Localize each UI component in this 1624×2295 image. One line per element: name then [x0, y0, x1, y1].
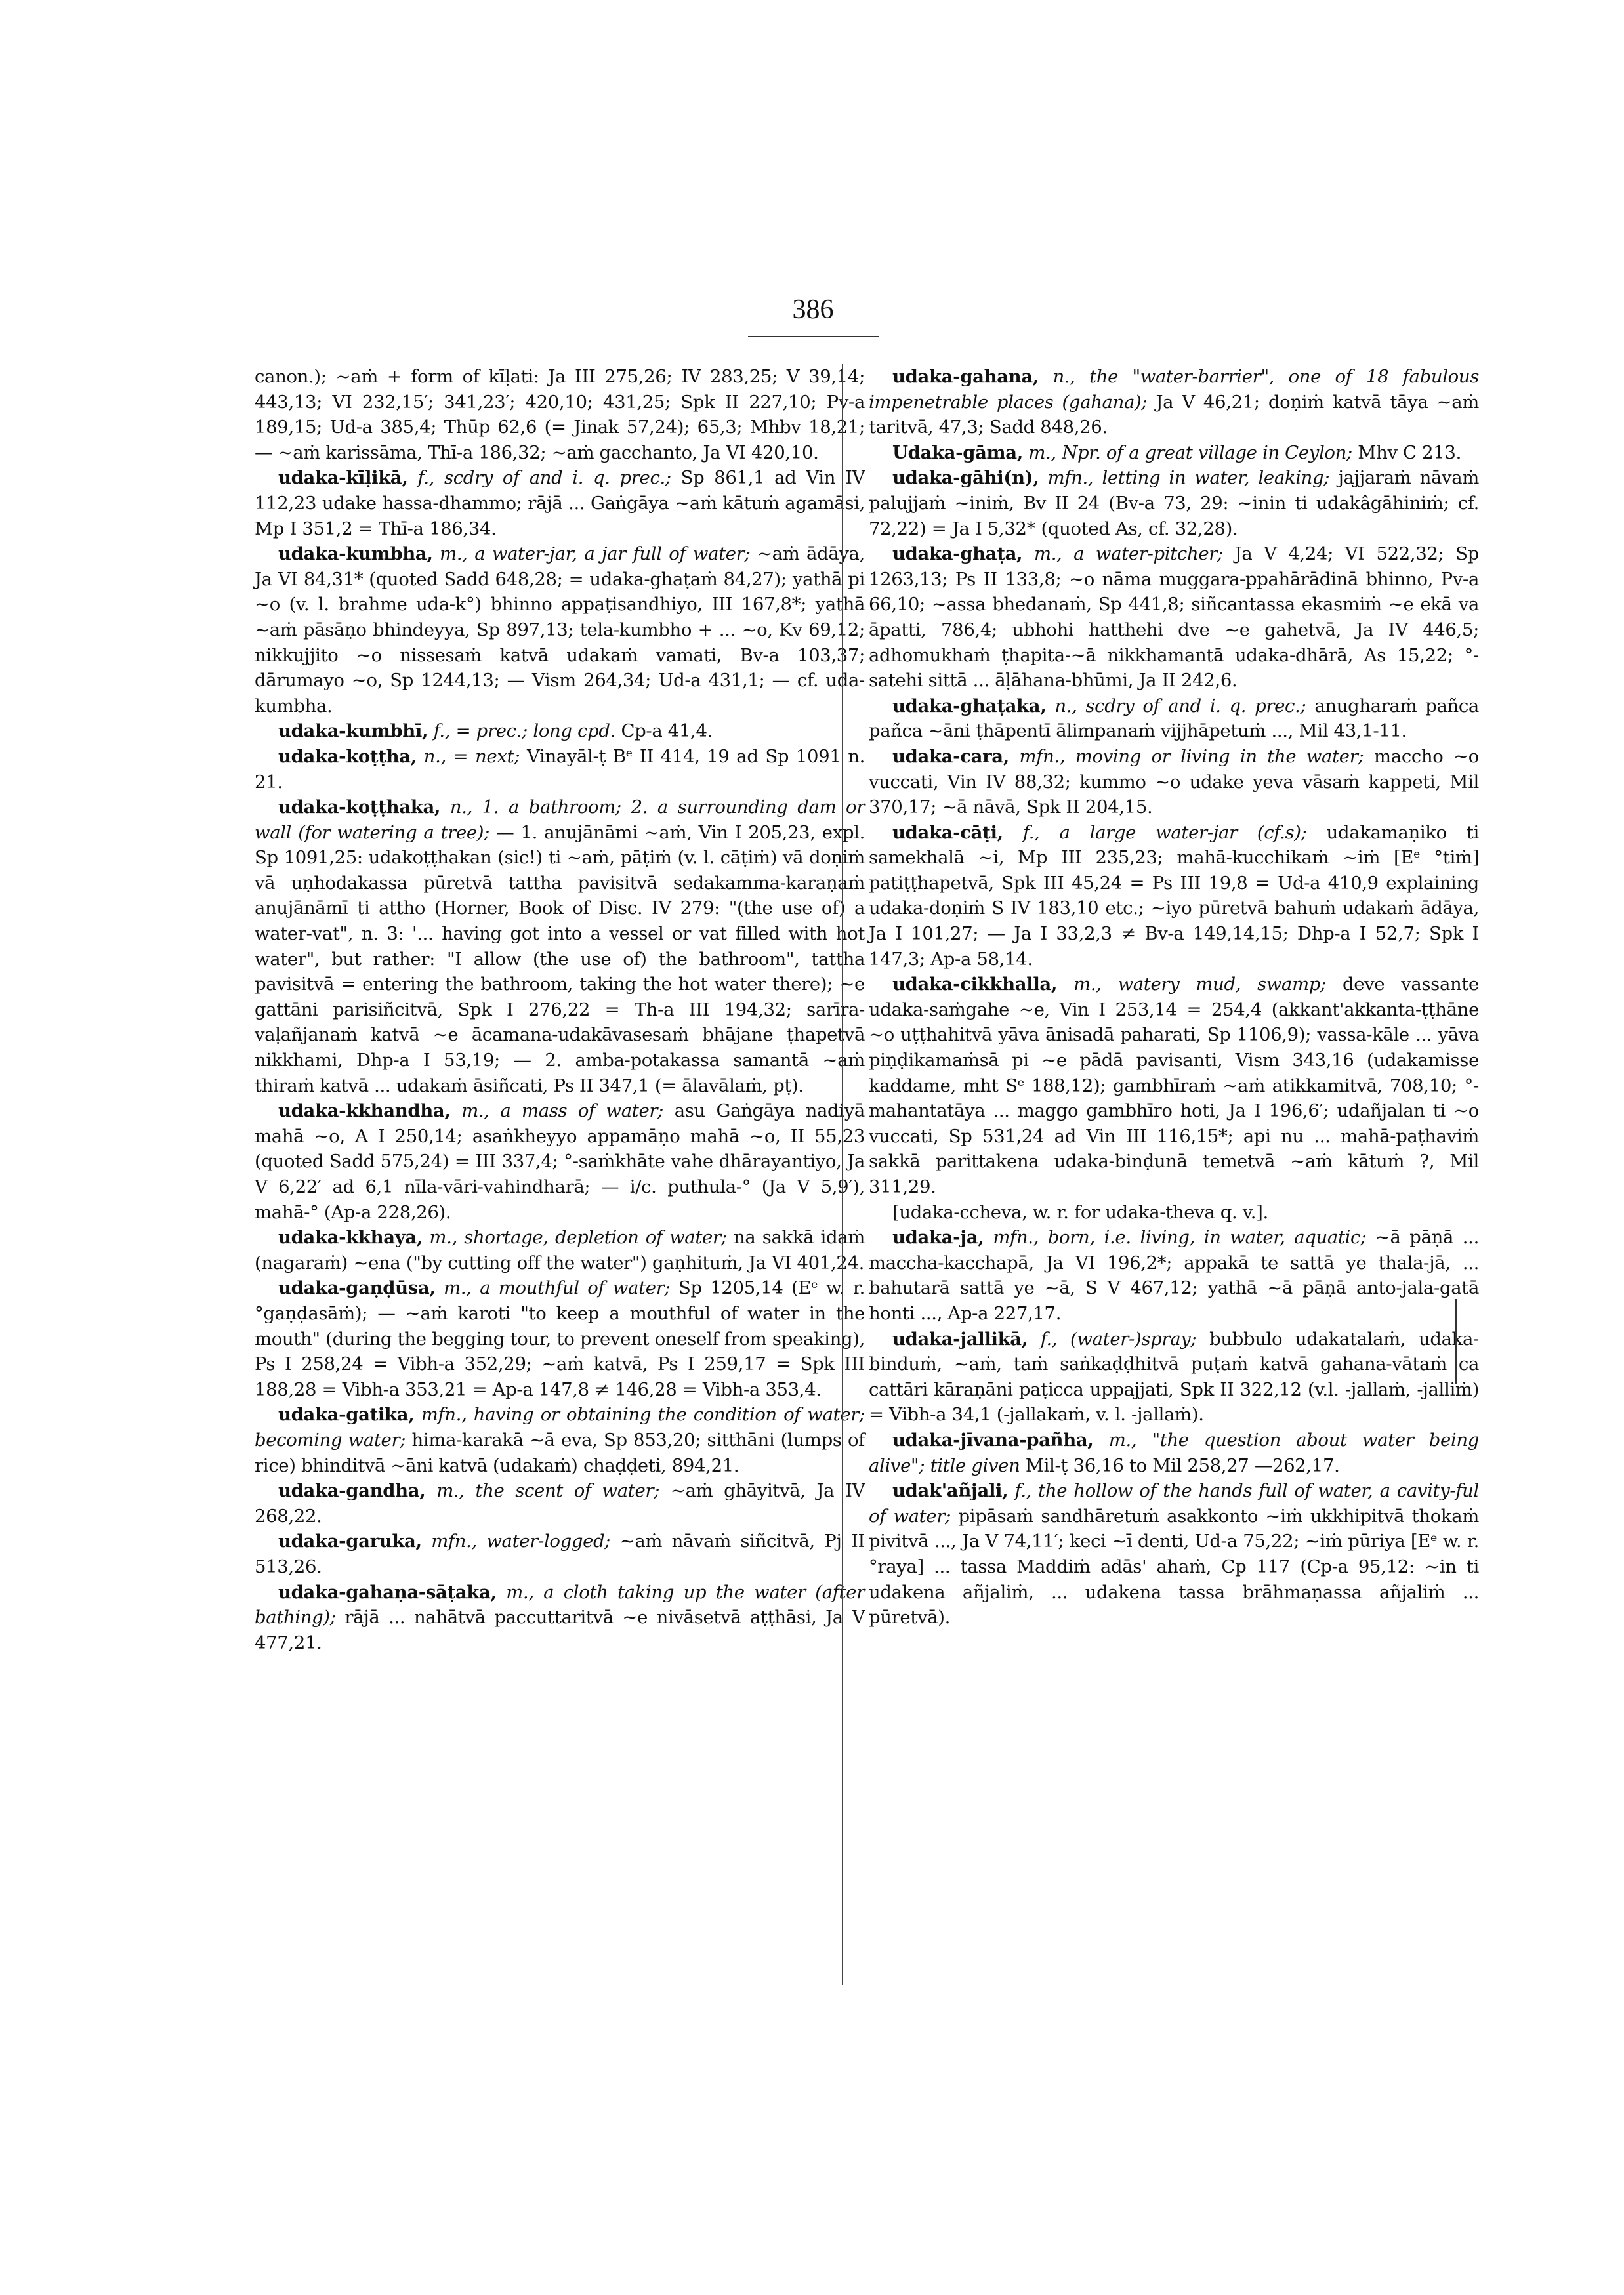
- entry-headword: udaka-kumbhī,: [278, 720, 428, 742]
- entry-grammar: n., scdry of and i. q. prec.;: [1054, 695, 1306, 716]
- entry-headword: udaka-koṭṭha,: [278, 745, 417, 767]
- page-number: 386: [792, 295, 834, 325]
- dictionary-entry: [255, 744, 865, 795]
- dictionary-entry: [869, 1428, 1479, 1478]
- entry-text: Vinayāl-ṭ Bᵉ II 414, 19 ad Sp 1091 n. 21.: [255, 745, 865, 793]
- dictionary-entry: [869, 820, 1479, 972]
- entry-headword: udaka-gāhi(n),: [892, 467, 1039, 489]
- entry-headword: udaka-kkhaya,: [278, 1227, 423, 1249]
- entry-grammar: mfn., born, i.e. living, in water, aquatic;: [993, 1227, 1367, 1249]
- dictionary-entry: [869, 1200, 1479, 1226]
- entry-headword: udaka-cāṭi,: [892, 821, 1003, 843]
- dictionary-entry: [869, 465, 1479, 541]
- dictionary-entry: [869, 541, 1479, 693]
- page-number-rule: [748, 336, 879, 337]
- dictionary-entry: [255, 465, 865, 541]
- entry-headword: udaka-cara,: [892, 745, 1009, 767]
- entry-grammar: f., the hollow of the hands full of water, a cavity-ful of water;: [869, 1480, 1479, 1527]
- entry-grammar: mfn., water-logged;: [431, 1531, 611, 1552]
- entry-text: ~aṁ nāvaṁ siñcitvā, Pj II 513,26.: [255, 1531, 865, 1577]
- entry-headword: udaka-ghaṭaka,: [892, 695, 1047, 716]
- entry-grammar: m., watery mud, swamp;: [1073, 974, 1326, 995]
- dictionary-entry: [255, 364, 865, 465]
- dictionary-entry: [255, 1225, 865, 1275]
- left-column: [255, 364, 865, 1655]
- entry-headword: udaka-kumbha,: [278, 543, 433, 565]
- dictionary-entry: [255, 541, 865, 718]
- entry-grammar: mfn., having or obtaining the condition of water; becoming water;: [255, 1404, 865, 1451]
- entry-grammar: m., "the question about water being alive"; title given: [869, 1429, 1479, 1476]
- dictionary-entry: [255, 795, 865, 1098]
- entry-text: Mil-ṭ 36,16 to Mil 258,27 —262,17.: [1025, 1455, 1340, 1476]
- entry-text: asu Gaṅgāya nadiyā mahā ~o, A I 250,14; asaṅkheyyo appamāṇo mahā ~o, II 55,23 (quoted Sadd 575,24) = III 337,4; °-saṁkhāte vahe dhārayantiyo, Ja V 6,22′ ad 6,1 nīla-vāri-vahindharā; — i/c. puthula-° (Ja V 5,9′), mahā-° (Ap-a 228,26).: [255, 1100, 865, 1223]
- entry-grammar: mfn., moving or living in the water;: [1019, 745, 1364, 767]
- dictionary-entry: [869, 440, 1479, 466]
- dictionary-entry: [255, 1402, 865, 1478]
- dictionary-entry: [869, 744, 1479, 820]
- entry-grammar: n., = next;: [423, 745, 520, 767]
- dictionary-entry: [869, 1478, 1479, 1630]
- entry-headword: udaka-koṭṭhaka,: [278, 796, 441, 818]
- right-column: [869, 364, 1479, 1630]
- dictionary-entry: [869, 1225, 1479, 1326]
- entry-headword: udaka-gahaṇa-sāṭaka,: [278, 1581, 497, 1603]
- dictionary-entry: [255, 1275, 865, 1402]
- dictionary-entry: [255, 718, 865, 744]
- dictionary-entry: [255, 1478, 865, 1529]
- entry-grammar: m., shortage, depletion of water;: [429, 1227, 727, 1249]
- entry-grammar: f., a large water-jar (cf.s);: [1022, 821, 1307, 843]
- entry-headword: Udaka-gāma,: [892, 442, 1024, 463]
- entry-headword: udaka-cikkhalla,: [892, 974, 1058, 995]
- entry-grammar: n., the "water-barrier", one of 18 fabulous impenetrable places (gahana);: [869, 366, 1479, 413]
- column-divider: [842, 364, 843, 1985]
- entry-grammar: m., a water-pitcher;: [1033, 543, 1223, 565]
- entry-text: ~aṁ ādāya, Ja VI 84,31* (quoted Sadd 648,28; = udaka-ghaṭaṁ 84,27); yathā pi ~o (v. l. brahme uda-k°) bhinno appaṭisandhiyo, III 167,8*; yathā ~aṁ pāsāṇo bhindeyya, Sp 897,13; tela-kumbho + ... ~o, Kv 69,12; nikkujjito ~o nissesaṁ katvā udakaṁ vamati, Bv-a 103,37; dārumayo ~o, Sp 1244,13; — Vism 264,34; Ud-a 431,1; — cf. uda-kumbha.: [255, 543, 865, 716]
- entry-headword: udaka-jīvana-pañha,: [892, 1429, 1094, 1451]
- entry-text: ~ā pāṇā ... maccha-kacchapā, Ja VI 196,2*; appakā te sattā ye thala-jā, ... bahutarā sattā ye ~ā, S V 467,12; yathā ~ā pāṇā anto-jala-gatā honti ..., Ap-a 227,17.: [869, 1227, 1479, 1324]
- entry-text: [udaka-ccheva, w. r. for udaka-theva q. v.].: [892, 1201, 1268, 1223]
- entry-text: Cp-a 41,4.: [621, 720, 713, 742]
- dictionary-entry: [869, 1327, 1479, 1428]
- entry-text: anugharaṁ pañca pañca ~āni ṭhāpentī ālimpanaṁ vijjhāpetuṁ ..., Mil 43,1-11.: [869, 695, 1479, 742]
- dictionary-entry: [255, 1580, 865, 1656]
- margin-mark: [1455, 1299, 1457, 1384]
- entry-headword: udak'añjali,: [892, 1480, 1009, 1502]
- entry-grammar: m., a cloth taking up the water (after bathing);: [255, 1581, 865, 1628]
- entry-text: Ja V 4,24; VI 522,32; Sp 1263,13; Ps II 133,8; ~o nāma muggara-ppahārādinā bhinno, Pv-a 66,10; ~assa bhedanaṁ, Sp 441,8; siñcantassa ekasmiṁ ~e ekā va āpatti, 786,4; ubhohi hatthehi dve ~e gahetvā, Ja IV 446,5; adhomukhaṁ ṭhapita-~ā nikkhamantā udaka-dhārā, As 15,22; °-satehi sittā ... āḷāhana-bhūmi, Ja II 242,6.: [869, 543, 1479, 692]
- entry-grammar: f., (water-)spray;: [1040, 1328, 1197, 1350]
- entry-headword: udaka-gatika,: [278, 1404, 415, 1426]
- entry-headword: udaka-gaṇḍūsa,: [278, 1277, 436, 1299]
- entry-text: ~aṁ ghāyitvā, Ja IV 268,22.: [255, 1480, 865, 1527]
- entry-grammar: n., 1. a bathroom; 2. a surrounding dam or wall (for watering a tree);: [255, 796, 865, 843]
- entry-text: pipāsaṁ sandhāretuṁ asakkonto ~iṁ ukkhipitvā thokaṁ pivitvā ..., Ja V 74,11′; keci ~ī denti, Ud-a 75,22; ~iṁ pūriya [Eᵉ w. r. °raya] ... tassa Maddiṁ adās' ahaṁ, Cp 117 (Cp-a 95,12: ~in ti udakena añjaliṁ, ... udakena tassa brāhmaṇassa añjaliṁ ... pūretvā).: [869, 1505, 1479, 1628]
- entry-grammar: f., = prec.; long cpd.: [433, 720, 616, 742]
- entry-headword: udaka-gandha,: [278, 1480, 426, 1502]
- entry-headword: udaka-ja,: [892, 1227, 984, 1249]
- entry-headword: udaka-kkhandha,: [278, 1100, 451, 1122]
- entry-grammar: m., a mouthful of water;: [444, 1277, 671, 1299]
- dictionary-entry: [255, 1529, 865, 1579]
- entry-text: maccho ~o vuccati, Vin IV 88,32; kummo ~o udake yeva vāsaṁ kappeti, Mil 370,17; ~ā nāvā, Spk II 204,15.: [869, 745, 1479, 818]
- entry-headword: udaka-kīḷikā,: [278, 467, 408, 489]
- entry-grammar: mfn., letting in water, leaking;: [1047, 467, 1330, 489]
- entry-text: deve vassante udaka-saṁgahe ~e, Vin I 253,14 = 254,4 (akkant'akkanta-ṭṭhāne ~o uṭṭhahitvā yāva ānisadā paharati, Sp 1106,9); vassa-kāle ... yāva piṇḍikamaṁsā pi ~e pādā pavisanti, Vism 343,16 (udakamisse kaddame, mht Sᵉ 188,12); gambhīraṁ ~aṁ atikkamitvā, 708,10; °-mahantatāya ... maggo gambhīro hoti, Ja I 196,6′; udañjalan ti ~o vuccati, Sp 531,24 ad Vin III 116,15*; api nu ... mahā-paṭhaviṁ sakkā parittakena udaka-binḍunā temetvā ~aṁ kātuṁ ?, Mil 311,29.: [869, 974, 1479, 1197]
- entry-text: Mhv C 213.: [1358, 442, 1461, 463]
- dictionary-entry: [869, 972, 1479, 1199]
- entry-text: Sp 861,1 ad Vin IV 112,23 udake hassa-dhammo; rājā ... Gaṅgāya ~aṁ kātuṁ agamāsi, Mp I 351,2 = Thī-a 186,34.: [255, 467, 865, 539]
- entry-headword: udaka-ghaṭa,: [892, 543, 1023, 565]
- entry-headword: udaka-jallikā,: [892, 1328, 1028, 1350]
- entry-grammar: m., a water-jar, a jar full of water;: [440, 543, 751, 565]
- entry-text: bubbulo udakatalaṁ, udaka-binduṁ, ~aṁ, taṁ saṅkaḍḍhitvā puṭaṁ katvā gahana-vātaṁ ca cattāri kāraṇāni paṭicca uppajjati, Spk II 322,12 (v.l. -jallaṁ, -jalliṁ) = Vibh-a 34,1 (-jallakaṁ, v. l. -jallaṁ).: [869, 1328, 1479, 1426]
- dictionary-entry: [255, 1098, 865, 1225]
- entry-text: Sp 1205,14 (Eᵉ w. r. °gaṇḍasāṁ); — ~aṁ karoti "to keep a mouthful of water in the mouth" (during the begging tour, to prevent oneself from speaking), Ps I 258,24 = Vibh-a 352,29; ~aṁ katvā, Ps I 259,17 = Spk III 188,28 = Vibh-a 353,21 = Ap-a 147,8 ≠ 146,28 = Vibh-a 353,4.: [255, 1277, 865, 1400]
- entry-text: — 1. anujānāmi ~aṁ, Vin I 205,23, expl. Sp 1091,25: udakoṭṭhakan (sic!) ti ~aṁ, pāṭiṁ (v. l. cāṭiṁ) vā doṇiṁ vā uṇhodakassa pūretvā tattha pavisitvā sedakamma-karaṇaṁ anujānāmī ti attho (Horner, Book of Disc. IV 279: "(the use of) a water-vat", n. 3: '... having got into a vessel or vat filled with hot water", but rather: "I allow (the use of) the bathroom", tattha pavisitvā = entering the bathroom, taking the hot water there); ~e gattāni parisiñcitvā, Spk I 276,22 = Th-a III 194,32; sarīra-vaḷañjanaṁ katvā ~e ācamana-udakāvasesaṁ bhājane ṭhapetvā nikkhami, Dhp-a I 53,19; — 2. amba-potakassa samantā ~aṁ thiraṁ katvā ... udakaṁ āsiñcati, Ps II 347,1 (= ālavālaṁ, pṭ).: [255, 821, 865, 1096]
- entry-text: na sakkā idaṁ (nagaraṁ) ~ena ("by cutting off the water") gaṇhituṁ, Ja VI 401,24.: [255, 1227, 865, 1273]
- dictionary-entry: [869, 364, 1479, 440]
- entry-grammar: f., scdry of and i. q. prec.;: [417, 467, 671, 489]
- entry-text: hima-karakā ~ā eva, Sp 853,20; sitthāni (lumps of rice) bhinditvā ~āni katvā (udakaṁ) chaḍḍeti, 894,21.: [255, 1429, 865, 1476]
- dictionary-entry: [869, 693, 1479, 744]
- entry-text: rājā ... nahātvā paccuttaritvā ~e nivāsetvā aṭṭhāsi, Ja V 477,21.: [255, 1607, 865, 1653]
- entry-text: jajjaraṁ nāvaṁ palujjaṁ ~iniṁ, Bv II 24 (Bv-a 73, 29: ~inin ti udakâgāhiniṁ; cf. 72,22) = Ja I 5,32* (quoted As, cf. 32,28).: [869, 467, 1479, 539]
- entry-grammar: m., the scent of water;: [436, 1480, 660, 1502]
- entry-text: udakamaṇiko ti samekhalā ~i, Mp III 235,23; mahā-kucchikaṁ ~iṁ [Eᵉ °tiṁ] patiṭṭhapetvā, Spk III 45,24 = Ps III 19,8 = Ud-a 410,9 explaining udaka-doṇiṁ S IV 183,10 etc.; ~iyo pūretvā bahuṁ udakaṁ ādāya, Ja I 101,27; — Ja I 33,2,3 ≠ Bv-a 149,14,15; Dhp-a I 52,7; Spk I 147,3; Ap-a 58,14.: [869, 821, 1479, 970]
- entry-text: canon.); ~aṁ + form of kīḷati: Ja III 275,26; IV 283,25; V 39,14; 443,13; VI 232,15′; 341,23′; 420,10; 431,25; Spk II 227,10; Pv-a 189,15; Ud-a 385,4; Thūp 62,6 (= Jinak 57,24); 65,3; Mhbv 18,21; — ~aṁ karissāma, Thī-a 186,32; ~aṁ gacchanto, Ja VI 420,10.: [255, 366, 865, 463]
- entry-grammar: m., a mass of water;: [461, 1100, 664, 1122]
- entry-headword: udaka-gahana,: [892, 366, 1039, 387]
- entry-text: Ja V 46,21; doṇiṁ katvā tāya ~aṁ taritvā, 47,3; Sadd 848,26.: [869, 391, 1479, 438]
- entry-headword: udaka-garuka,: [278, 1531, 422, 1552]
- entry-grammar: m., Npr. of a great village in Ceylon;: [1028, 442, 1352, 463]
